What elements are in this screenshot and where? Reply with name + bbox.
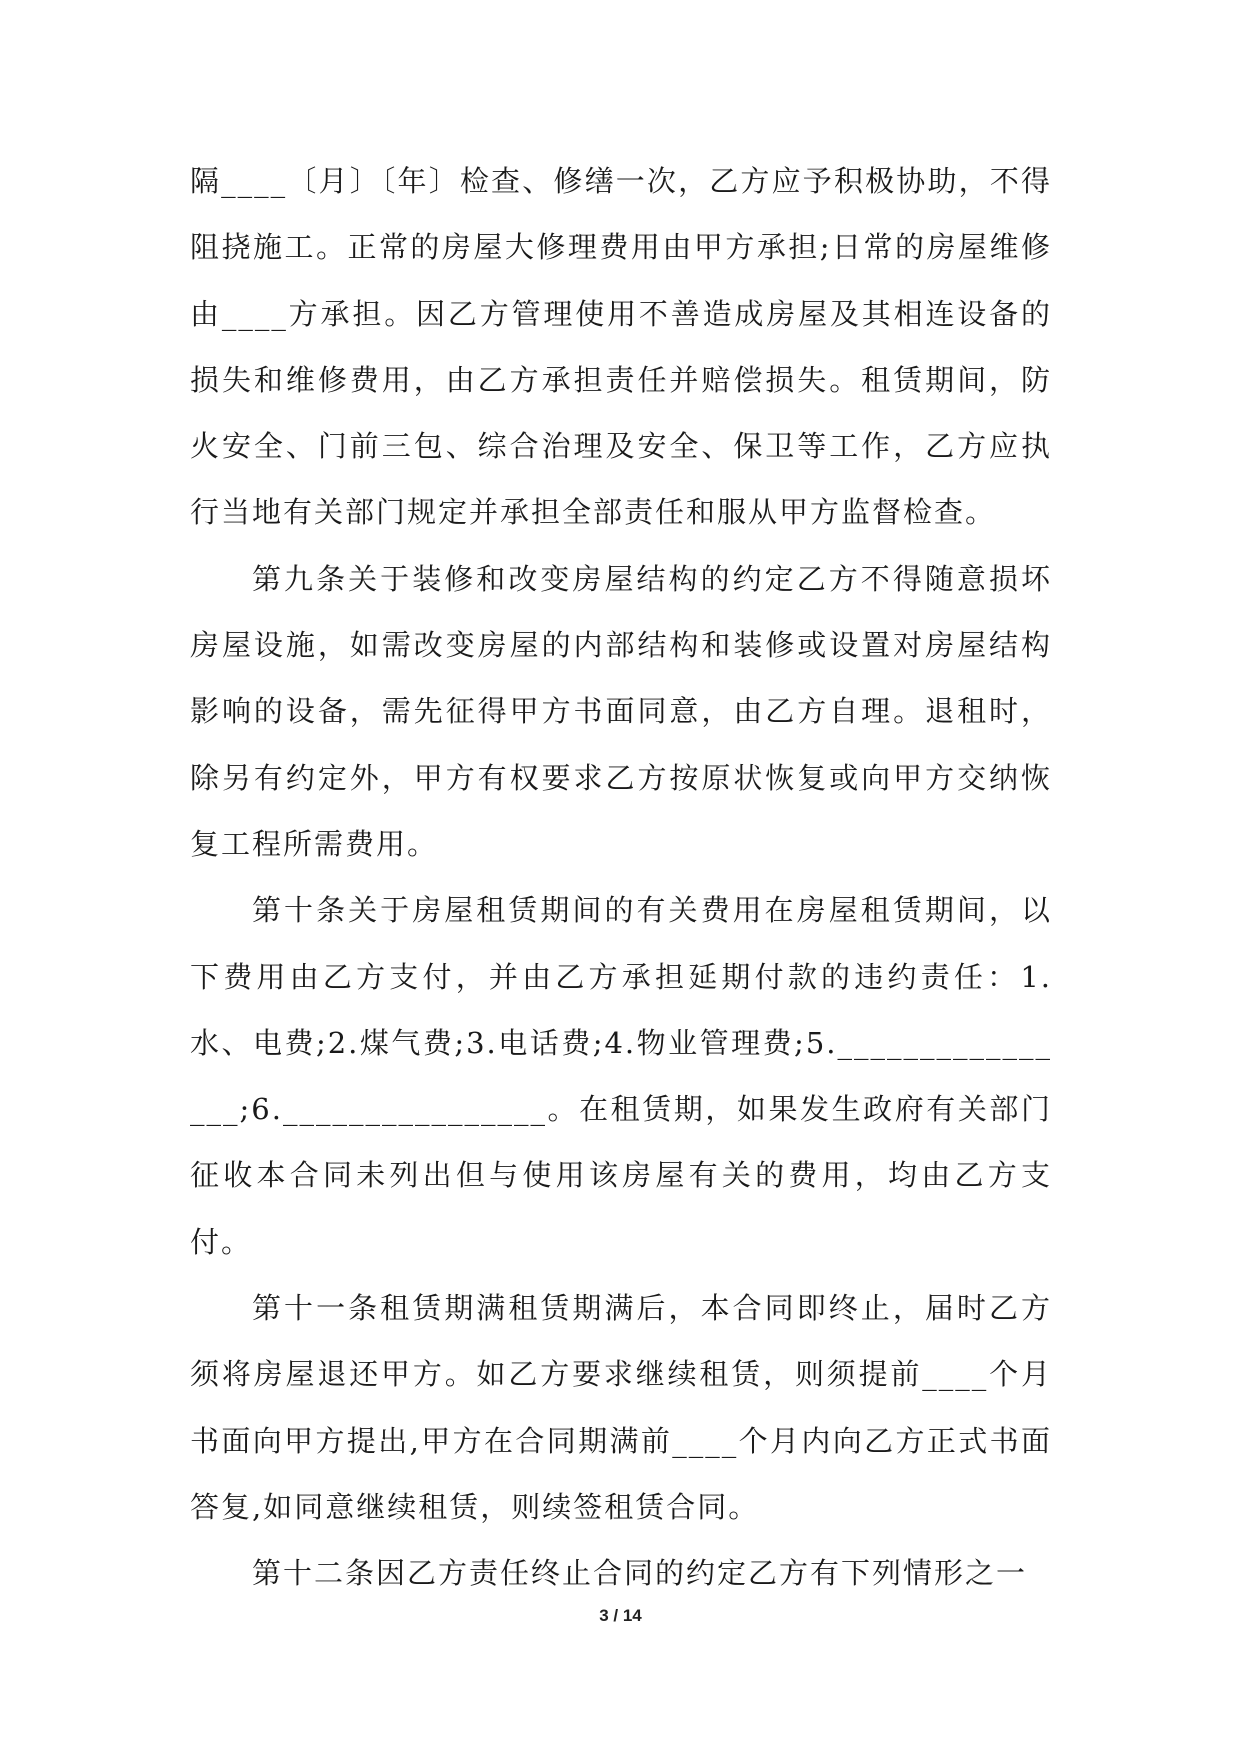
page-number: 3 / 14 [599, 1606, 642, 1625]
paragraph-article-12: 第十二条因乙方责任终止合同的约定乙方有下列情形之一 [252, 1556, 1028, 1591]
document-body [190, 148, 1052, 1607]
paragraph-article-9: 第九条关于装修和改变房屋结构的约定乙方不得随意损坏房屋设施，如需改变房屋的内部结构和装修或设置对房屋结构影响的设备，需先征得甲方书面同意，由乙方自理。退租时，除另有约定外，甲方有权要求乙方按原状恢复或向甲方交纳恢复工程所需费用。 [190, 561, 1052, 861]
paragraph-article-10: 第十条关于房屋租赁期间的有关费用在房屋租赁期间，以下费用由乙方支付，并由乙方承担延期付款的违约责任：1.水、电费;2.煤气费;3.电话费;4.物业管理费;5.________________;6.________________。在租赁期，如果发生政府有关部门征收本合同未列出但与使用该房屋有关的费用，均由乙方支付。 [190, 893, 1052, 1259]
paragraph-maintenance-continuation: 隔____〔月〕〔年〕检查、修缮一次，乙方应予积极协助，不得阻挠施工。正常的房屋大修理费用由甲方承担;日常的房屋维修由____方承担。因乙方管理使用不善造成房屋及其相连设备的损失和维修费用，由乙方承担责任并赔偿损失。租赁期间，防火安全、门前三包、综合治理及安全、保卫等工作，乙方应执行当地有关部门规定并承担全部责任和服从甲方监督检查。 [190, 164, 1052, 530]
paragraph-article-11: 第十一条租赁期满租赁期满后，本合同即终止，届时乙方须将房屋退还甲方。如乙方要求继续租赁，则须提前____个月书面向甲方提出,甲方在合同期满前____个月内向乙方正式书面答复,如同意继续租赁，则续签租赁合同。 [190, 1291, 1052, 1524]
